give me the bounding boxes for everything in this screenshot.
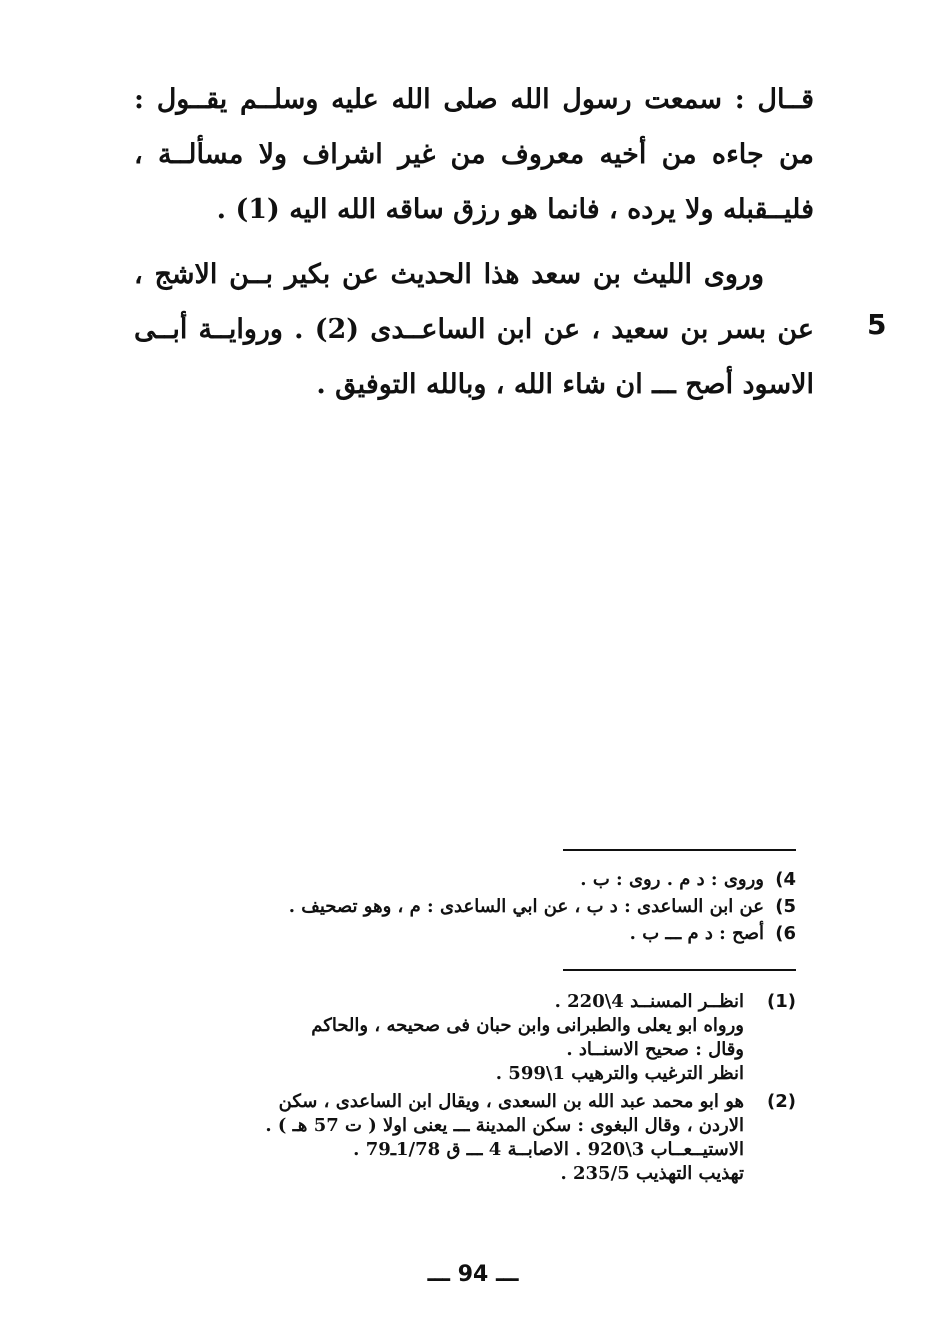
variant-number: 5) [775,896,796,917]
footnote-number: (1) [767,991,796,1012]
variant-item [116,866,796,893]
paragraph-2: وروى الليث بن سعد هذا الحديث عن بكير بــن الاشج ، عن بسر بن سعيد ، عن ابن الساعــدى (2) . وروايــة أبــى الاسود أصح ـــ ان شاء الله ، وبالله التوفيق . [134,259,814,400]
variant-item [116,893,796,920]
variant-readings [116,866,796,947]
divider-top [563,849,796,851]
footnote-line: هو ابو محمد عبد الله بن السعدى ، ويقال ابن الساعدى ، سكن [278,1091,744,1112]
variant-item [116,920,796,947]
variant-number: 6) [775,923,796,944]
variant-number: 4) [775,869,796,890]
main-text [134,72,814,412]
footnote-line: انظــر المسنــد 4\220 . [554,991,744,1012]
divider-bottom [563,969,796,971]
footnote-line: تهذيب التهذيب 235/5 . [560,1163,744,1184]
footnote-line: ورواه ابو يعلى والطبرانى وابن حبان فى صحيحه ، والحاكم [311,1015,744,1036]
footnote-line: انظر الترغيب والترهيب 1\599 . [495,1063,744,1084]
variant-text: عن ابن الساعدى : د ب ، عن ابي الساعدى : م ، وهو تصحيف . [288,896,764,917]
page-number: ـــ 94 ـــ [427,1262,519,1287]
footnote-item [116,1090,796,1186]
line-number: 5 [867,308,887,341]
footnotes [116,990,796,1190]
footnote-item [116,990,796,1086]
footnote-line: وقال : صحيح الاسنــاد . [566,1039,744,1060]
footnote-line: الاردن ، وقال البغوى : سكن المدينة ـــ يعنى اولا ( ت 57 هـ ) . [265,1115,744,1136]
variant-text: أصح : د م ـــ ب . [629,923,764,944]
footnote-number: (2) [767,1091,796,1112]
paragraph-1: قــال : سمعت رسول الله صلى الله عليه وسلــم يقــول : من جاءه من أخيه معروف من غير اشراف ولا مسألــة ، فليــقبله ولا يرده ، فانما هو رزق ساقه الله اليه (1) . [134,84,814,225]
variant-text: وروى : د م . روى : ب . [580,869,764,890]
footnote-line: الاستيــعــاب 3\920 . الاصابــة 4 ـــ ق 1/78ـ79 . [353,1139,744,1160]
